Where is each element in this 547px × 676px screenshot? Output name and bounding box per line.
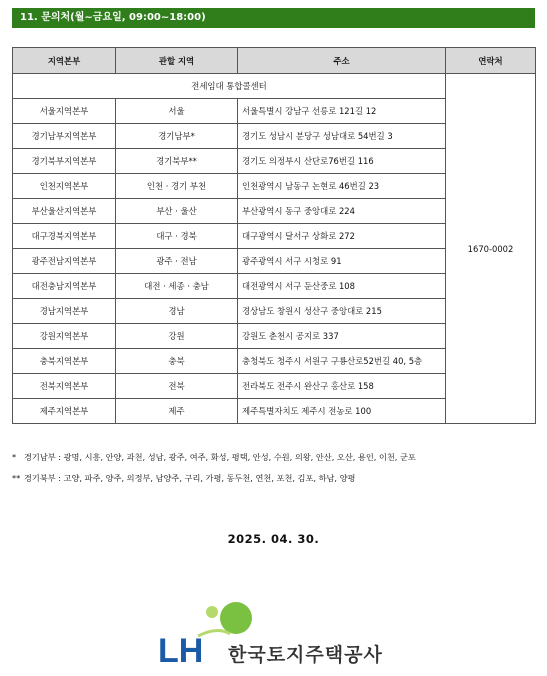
table-header-row <box>13 48 536 74</box>
address-cell: 인천광역시 남동구 논현로 46번길 23 <box>238 174 446 199</box>
hq-cell: 경기남부지역본부 <box>13 124 116 149</box>
address-cell: 제주특별자치도 제주시 전농로 100 <box>238 399 446 424</box>
area-cell: 대전 · 세종 · 충남 <box>116 274 238 299</box>
area-cell: 전북 <box>116 374 238 399</box>
logo-leaf-small <box>206 606 218 618</box>
address-cell: 광주광역시 서구 시청로 91 <box>238 249 446 274</box>
header-phone: 연락처 <box>446 48 536 74</box>
footnote-gyeonggi-north <box>12 468 416 489</box>
hq-cell: 충북지역본부 <box>13 349 116 374</box>
hq-cell: 전북지역본부 <box>13 374 116 399</box>
address-cell: 경기도 의정부시 산단로76번길 116 <box>238 149 446 174</box>
footnotes <box>12 447 416 489</box>
address-cell: 대전광역시 서구 둔산중로 108 <box>238 274 446 299</box>
address-cell: 강원도 춘천시 공지로 337 <box>238 324 446 349</box>
area-cell: 서울 <box>116 99 238 124</box>
header-hq: 지역본부 <box>13 48 116 74</box>
footnote-text: 경기북부 : 고양, 파주, 양주, 의정부, 남양주, 구리, 가평, 동두천, 연천, 포천, 김포, 하남, 양평 <box>24 473 356 483</box>
address-cell: 전라북도 전주시 완산구 홍산로 158 <box>238 374 446 399</box>
phone-number: 1670-0002 <box>446 74 536 424</box>
hq-cell: 대구경북지역본부 <box>13 224 116 249</box>
hq-cell: 대전충남지역본부 <box>13 274 116 299</box>
footnote-mark: * <box>12 452 17 462</box>
address-cell: 경기도 성남시 분당구 성남대로 54번길 3 <box>238 124 446 149</box>
area-cell: 강원 <box>116 324 238 349</box>
footnote-mark: ** <box>12 473 21 483</box>
area-cell: 부산 · 울산 <box>116 199 238 224</box>
logo-leaf-large <box>220 602 252 634</box>
table-row <box>13 74 536 99</box>
hq-cell: 광주전남지역본부 <box>13 249 116 274</box>
address-cell: 경상남도 창원시 성산구 중앙대로 215 <box>238 299 446 324</box>
logo-mark-lh: LH <box>158 632 204 666</box>
contacts-table <box>12 47 536 424</box>
hq-cell: 인천지역본부 <box>13 174 116 199</box>
header-area: 관할 지역 <box>116 48 238 74</box>
area-cell: 제주 <box>116 399 238 424</box>
area-cell: 인천 · 경기 부천 <box>116 174 238 199</box>
hq-cell: 부산울산지역본부 <box>13 199 116 224</box>
footnote-text: 경기남부 : 광명, 시흥, 안양, 과천, 성남, 광주, 여주, 화성, 평택, 안성, 수원, 의왕, 안산, 오산, 용인, 이천, 군포 <box>24 452 416 462</box>
area-cell: 광주 · 전남 <box>116 249 238 274</box>
hq-cell: 제주지역본부 <box>13 399 116 424</box>
area-cell: 경기남부* <box>116 124 238 149</box>
address-cell: 충청북도 청주시 서원구 구룡산로52번길 40, 5층 <box>238 349 446 374</box>
document-date: 2025. 04. 30. <box>227 532 320 546</box>
hq-cell: 강원지역본부 <box>13 324 116 349</box>
area-cell: 경남 <box>116 299 238 324</box>
hq-cell: 경기북부지역본부 <box>13 149 116 174</box>
address-cell: 서울특별시 강남구 선릉로 121길 12 <box>238 99 446 124</box>
area-cell: 대구 · 경북 <box>116 224 238 249</box>
header-address: 주소 <box>238 48 446 74</box>
hq-cell: 경남지역본부 <box>13 299 116 324</box>
area-cell: 경기북부** <box>116 149 238 174</box>
call-center-label: 전세임대 통합콜센터 <box>13 74 446 99</box>
logo-company-name: 한국토지주택공사 <box>228 644 383 666</box>
section-title: 11. 문의처(월~금요일, 09:00~18:00) <box>12 8 535 28</box>
area-cell: 충북 <box>116 349 238 374</box>
address-cell: 대구광역시 달서구 상화로 272 <box>238 224 446 249</box>
address-cell: 부산광역시 동구 중앙대로 224 <box>238 199 446 224</box>
hq-cell: 서울지역본부 <box>13 99 116 124</box>
footnote-gyeonggi-south <box>12 447 416 468</box>
